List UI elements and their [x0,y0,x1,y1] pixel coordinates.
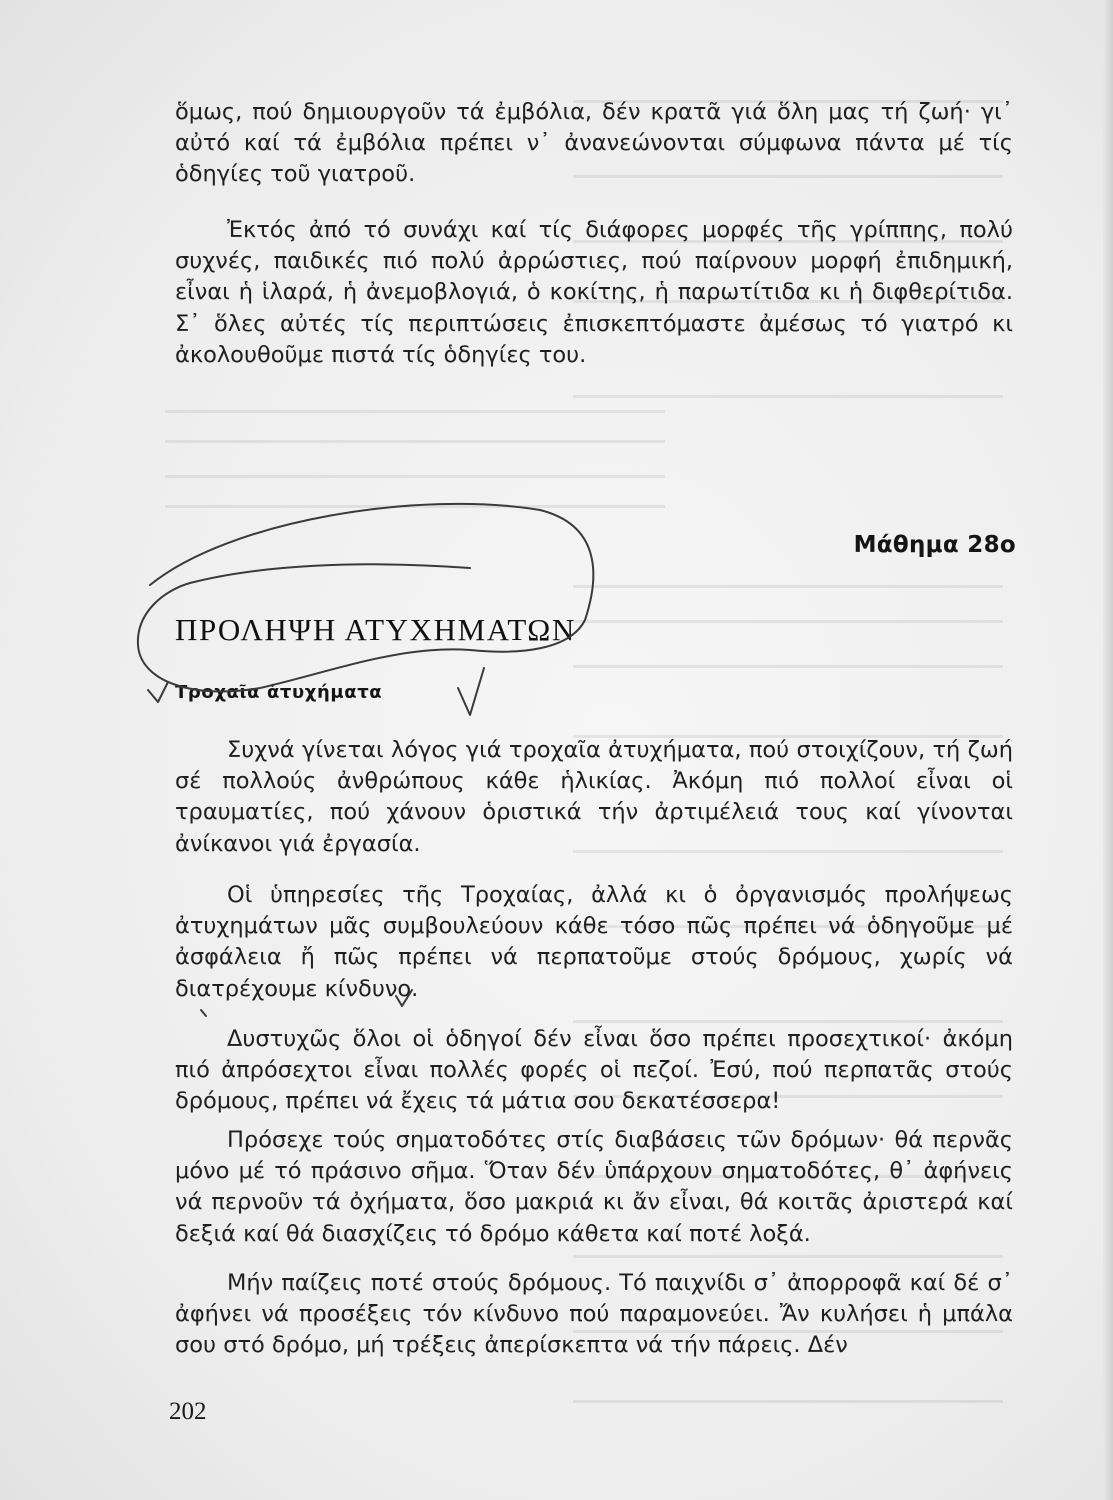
lesson-label: Μάθημα 28ο [853,532,1016,558]
top-paragraph-diseases: Ἐκτός ἀπό τό συνάχι καί τίς διάφορες μορφές τῆς γρίππης, πολύ συχνές, παιδικές πιό πολύ ἀρρώστιες, πού παίρνουν μορφή ἐπιδημική, εἶναι ἡ ἱλαρά, ἡ ἀνεμοβλογιά, ὁ κοκίτης, ἡ παρωτίτιδα κι ἡ διφθερίτιδα. Σ᾽ ὅλες αὐτές τίς περιπτώσεις ἐπισκεπτόμαστε ἀμέσως τό γιατρό κι ἀκολουθοῦμε πιστά τίς ὁδηγίες του. [175,217,1013,368]
top-paragraph-continued: ὅμως, πού δημιουργοῦν τά ἐμβόλια, δέν κρατᾶ γιά ὅλη μας τή ζωή· γι᾽ αὐτό καί τά ἐμβόλια πρέπει ν᾽ ἀνανεώνονται σύμφωνα πάντα μέ τίς ὁδηγίες τοῦ γιατροῦ. [175,99,1013,188]
body-paragraph-2: Οἱ ὑπηρεσίες τῆς Τροχαίας, ἀλλά κι ὁ ὀργανισμός προλήψεως ἀτυχημάτων μᾶς συμβουλεύουν κάθε τόσο πῶς πρέπει νά ὁδηγοῦμε μέ ἀσφάλεια ἤ πῶς πρέπει νά περπατοῦμε στούς δρόμους, χωρίς νά διατρέχουμε κίνδυνο. [175,882,1013,1002]
checkmark-icon [458,668,484,715]
body-paragraph-1: Συχνά γίνεται λόγος γιά τροχαῖα ἀτυχήματα, πού στοιχίζουν, τή ζωή σέ πολλούς ἀνθρώπους κάθε ἡλικίας. Ἀκόμη πιό πολλοί εἶναι οἱ τραυματίες, πού χάνουν ὁριστικά τήν ἀρτιμέλειά τους καί γίνονται ἀνίκανοι γιά ἐργασία. [175,737,1013,857]
page-number: 202 [169,1398,207,1425]
checkmark-icon [148,682,168,702]
body-paragraph-4: Πρόσεχε τούς σηματοδότες στίς διαβάσεις τῶν δρόμων· θά περνᾶς μόνο μέ τό πράσινο σῆμα. Ὅταν δέν ὑπάρχουν σηματοδότες, θ᾽ ἀφήνεις νά περνοῦν τά ὀχήματα, ὅσο μακριά κι ἄν εἶναι, θά κοιτᾶς ἀριστερά καί δεξιά καί θά διασχίζεις τό δρόμο κάθετα καί ποτέ λοξά. [175,1127,1013,1247]
chapter-title: ΠΡΟΛΗΨΗ ΑΤΥΧΗΜΑΤΩΝ [175,612,576,647]
page-edge-shadow [1103,0,1113,1500]
body-paragraph-5: Μήν παίζεις ποτέ στούς δρόμους. Τό παιχνίδι σ᾽ ἀπορροφᾶ καί δέ σ᾽ ἀφήνει νά προσέξεις τόν κίνδυνο πού παραμονεύει. Ἄν κυλήσει ἡ μπάλα σου στό δρόμο, μή τρέξεις ἀπερίσκεπτα νά τήν πάρεις. Δέν [175,1270,1013,1359]
margin-tick-annotation [201,1010,206,1016]
chapter-circle-annotation [138,504,593,692]
section-title: Τροχαῖα ἀτυχήματα [175,682,383,703]
body-paragraph-3: Δυστυχῶς ὅλοι οἱ ὁδηγοί δέν εἶναι ὅσο πρέπει προσεχτικοί· ἀκόμη πιό ἀπρόσεχτοι εἶναι πολλές φορές οἱ πεζοί. Ἐσύ, πού περπατᾶς στούς δρόμους, πρέπει νά ἔχεις τά μάτια σου δεκατέσσερα! [175,1026,1013,1115]
